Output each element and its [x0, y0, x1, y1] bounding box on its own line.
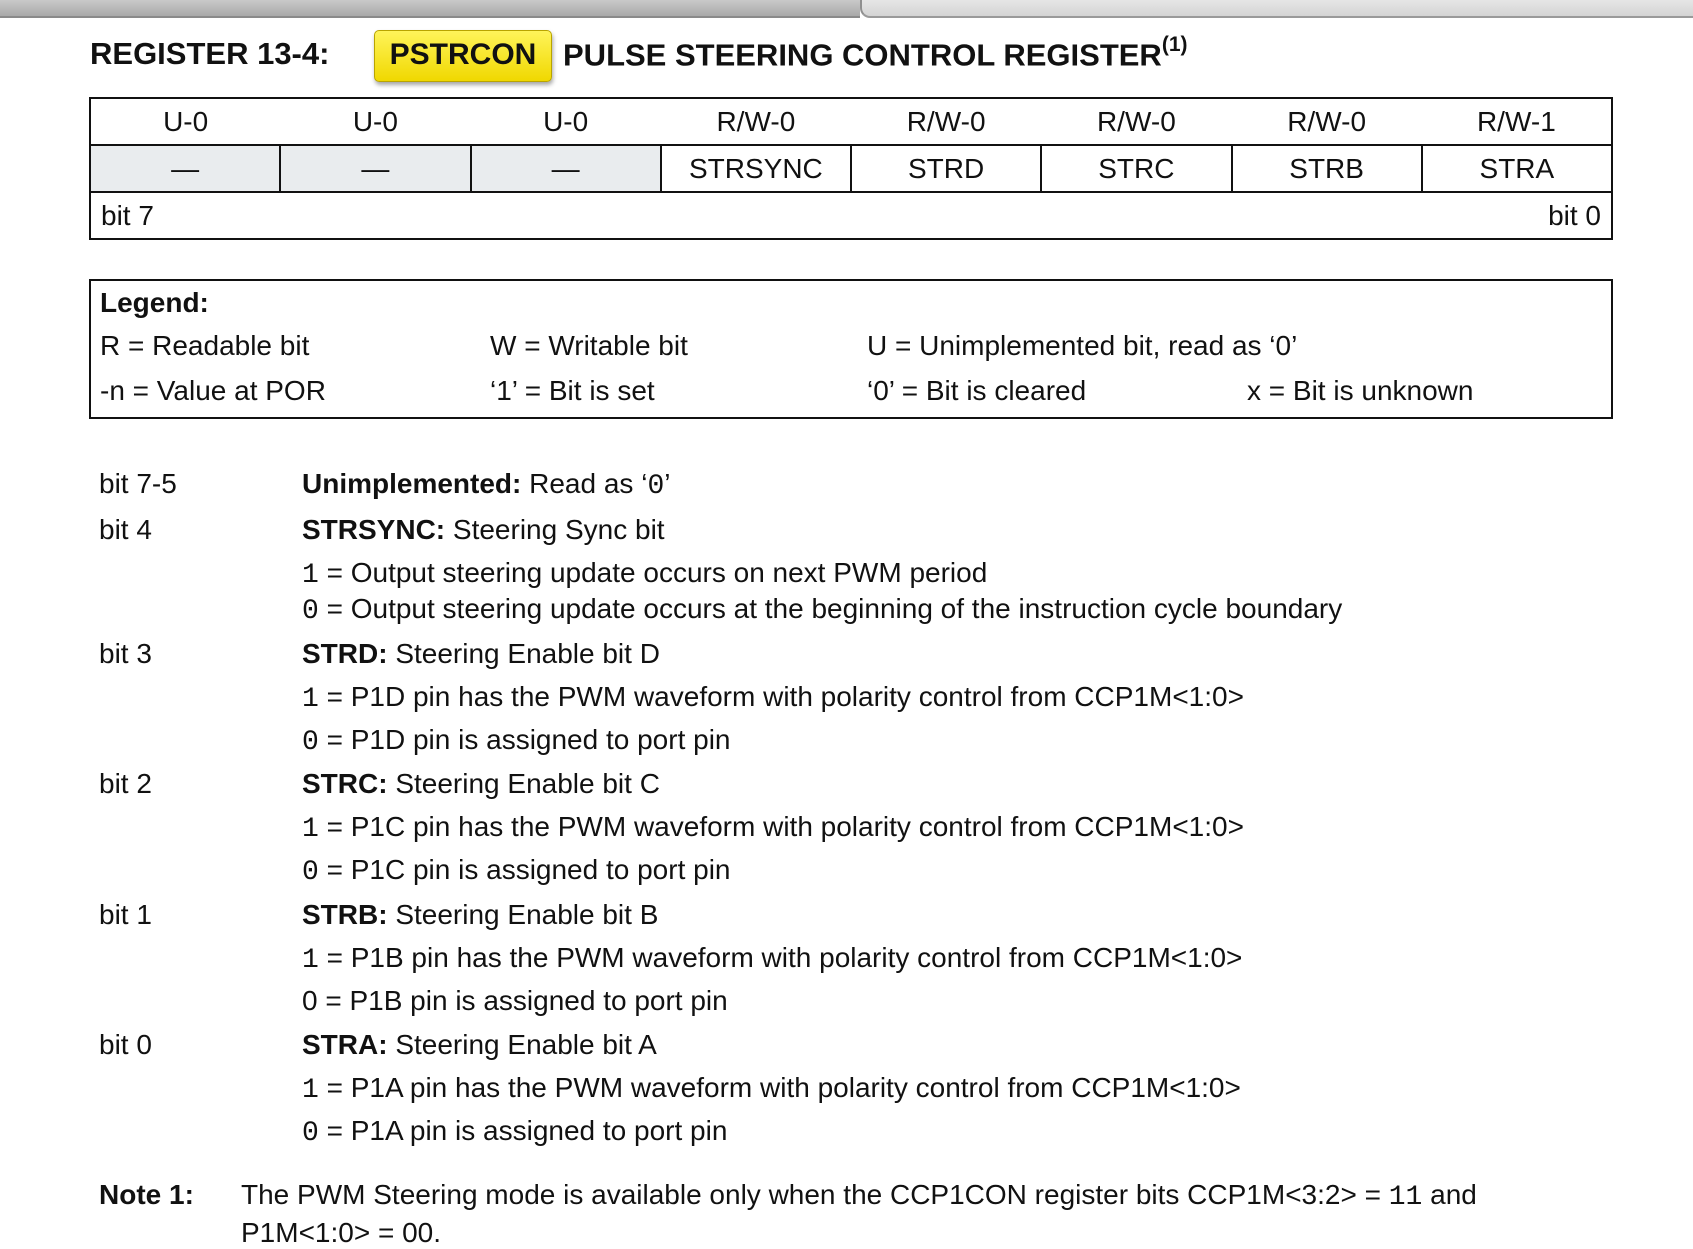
bit-text: Steering Enable bit C — [387, 768, 660, 799]
bit-text: = P1D pin is assigned to port pin — [318, 724, 731, 755]
bit-label: bit 0 — [99, 1029, 152, 1060]
bit-description — [302, 1029, 657, 1061]
bit-name-cell: STRA — [1422, 145, 1612, 192]
bit-text: = Output steering update occurs at the beginning of the instruction cycle boundary — [318, 593, 1343, 624]
bit-label: bit 4 — [99, 514, 152, 545]
bit-name-cell: — — [471, 145, 661, 192]
bit-label: bit 3 — [99, 638, 152, 669]
register-name-highlight[interactable]: PSTRCON — [374, 30, 552, 82]
bit-text: Steering Sync bit — [445, 514, 665, 545]
bit-name-cell: STRC — [1041, 145, 1231, 192]
bit-name: STRSYNC: — [302, 514, 446, 545]
note-text — [241, 1179, 1477, 1213]
code-value: 1 — [302, 684, 319, 715]
access-cell: R/W-0 — [1041, 98, 1231, 145]
bit-description — [302, 638, 660, 670]
legend-heading: Legend: — [100, 287, 209, 318]
bit-name: STRA: — [302, 1029, 388, 1060]
code-value: 1 — [302, 945, 319, 976]
bit-text: = P1A pin is assigned to port pin — [318, 1115, 728, 1146]
register-number: REGISTER 13-4: — [90, 36, 330, 71]
legend-unimplemented: U = Unimplemented bit, read as ‘0’ — [867, 330, 1298, 361]
access-row — [90, 98, 1612, 145]
bit-position-cell — [90, 192, 1612, 239]
legend-por: -n = Value at POR — [100, 375, 326, 406]
bit-name-cell: STRD — [851, 145, 1041, 192]
register-description-text: PULSE STEERING CONTROL REGISTER — [563, 37, 1162, 73]
legend-cleared: ‘0’ = Bit is cleared — [867, 375, 1087, 406]
access-cell: U-0 — [471, 98, 661, 145]
bit-label: bit 2 — [99, 768, 152, 799]
bit-value-zero: 0 = P1B pin is assigned to port pin — [302, 985, 728, 1016]
access-cell: R/W-0 — [1232, 98, 1422, 145]
bit-label: bit 7-5 — [99, 468, 177, 499]
legend-unknown: x = Bit is unknown — [1247, 375, 1474, 406]
bit-text: = P1A pin has the PWM waveform with polarity control from CCP1M<1:0> — [318, 1072, 1241, 1103]
bit-value-one — [302, 1072, 1241, 1106]
bit-name-cell: STRB — [1232, 145, 1422, 192]
code-value: 0 — [647, 471, 665, 502]
code-value: 0 — [302, 596, 319, 627]
note-continuation: P1M<1:0> = 00. — [241, 1217, 442, 1248]
bit-text: = P1C pin is assigned to port pin — [318, 854, 731, 885]
code-value: 1 — [302, 1075, 319, 1106]
bit-description — [302, 514, 665, 546]
code-value: 1 — [302, 814, 319, 845]
bit-name: Unimplemented: — [302, 468, 522, 499]
bit-text: ’ — [664, 468, 671, 499]
browser-tab-active[interactable] — [0, 0, 860, 18]
bit-value-zero — [302, 593, 1342, 627]
legend-set: ‘1’ = Bit is set — [490, 375, 655, 406]
bit-name: STRC: — [302, 768, 388, 799]
msb-label: bit 7 — [101, 199, 154, 231]
bit-label: bit 1 — [99, 899, 152, 930]
bit-value-zero — [302, 1115, 727, 1149]
access-cell: R/W-1 — [1422, 98, 1612, 145]
note-label: Note 1: — [99, 1179, 194, 1210]
access-cell: U-0 — [90, 98, 280, 145]
browser-tab-inactive[interactable] — [860, 0, 1693, 18]
legend-writable: W = Writable bit — [490, 330, 688, 361]
code-value: 0 — [302, 727, 319, 758]
bit-value-one — [302, 681, 1244, 715]
browser-tab-strip — [0, 0, 1693, 20]
bit-value-zero — [302, 854, 731, 888]
access-cell: R/W-0 — [661, 98, 851, 145]
bit-value-one — [302, 811, 1244, 845]
code-value: 11 — [1388, 1182, 1423, 1213]
access-cell: R/W-0 — [851, 98, 1041, 145]
bit-text: Steering Enable bit A — [387, 1029, 657, 1060]
bit-text: = Output steering update occurs on next PWM period — [318, 557, 988, 588]
bit-position-row — [90, 192, 1612, 239]
code-value: 0 — [302, 1118, 319, 1149]
bit-text: Read as ‘ — [521, 468, 648, 499]
register-description — [563, 33, 1188, 73]
bit-name-cell: STRSYNC — [661, 145, 851, 192]
bit-text: Steering Enable bit B — [387, 899, 659, 930]
footnote-ref: (1) — [1161, 33, 1188, 56]
legend-readable: R = Readable bit — [100, 330, 310, 361]
bit-name-cell: — — [90, 145, 280, 192]
bit-name: STRB: — [302, 899, 388, 930]
bit-description — [302, 768, 660, 800]
lsb-label: bit 0 — [1548, 199, 1601, 231]
code-value: 1 — [302, 560, 319, 591]
bit-value-one — [302, 557, 987, 591]
bit-text: = P1D pin has the PWM waveform with polarity control from CCP1M<1:0> — [318, 681, 1244, 712]
bit-description — [302, 468, 670, 502]
note-text-pre: The PWM Steering mode is available only when the CCP1CON register bits CCP1M<3:2> = — [241, 1179, 1389, 1210]
code-value: 0 — [302, 857, 319, 888]
note-text-post: and — [1422, 1179, 1477, 1210]
bit-text: Steering Enable bit D — [387, 638, 660, 669]
bit-value-one — [302, 942, 1242, 976]
access-cell: U-0 — [280, 98, 470, 145]
legend-box — [89, 279, 1613, 419]
bit-text: = P1B pin has the PWM waveform with polarity control from CCP1M<1:0> — [318, 942, 1243, 973]
bit-name-cell: — — [280, 145, 470, 192]
register-bit-table — [89, 97, 1613, 240]
bit-name-row — [90, 145, 1612, 192]
bit-value-zero — [302, 724, 731, 758]
bit-name: STRD: — [302, 638, 388, 669]
bit-text: = P1C pin has the PWM waveform with polarity control from CCP1M<1:0> — [318, 811, 1244, 842]
bit-description — [302, 899, 658, 931]
